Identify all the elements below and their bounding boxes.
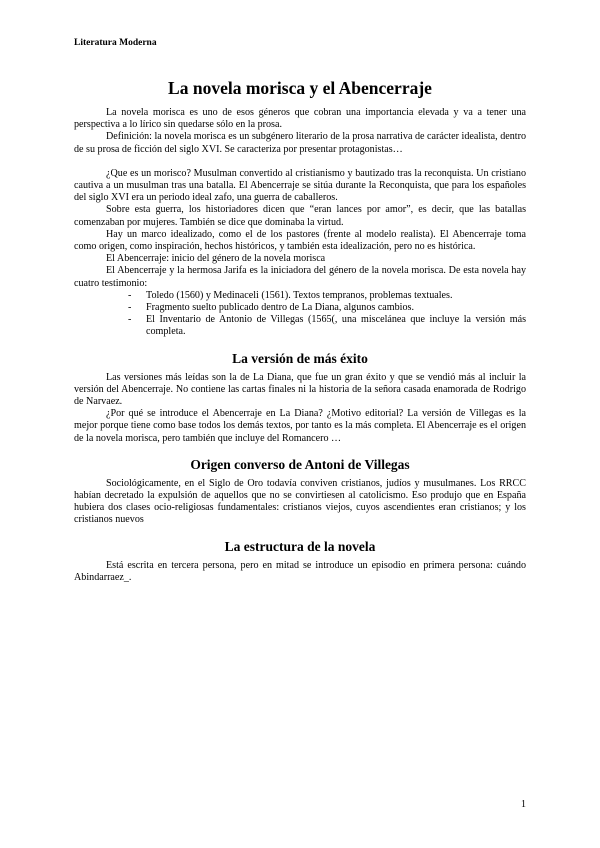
- testimonios-list: [74, 290, 526, 339]
- body-paragraph: El Abencerraje: inicio del género de la novela morisca: [106, 253, 326, 265]
- body-paragraph: Sobre esta guerra, los historiadores dicen que “eran lances por amor”, es decir, que las batallas comenzaban por mujeres. También se dice que dominaba la virtud.: [74, 204, 526, 228]
- section-paragraph: ¿Por qué se introduce el Abencerraje en La Diana? ¿Motivo editorial? La versión de Villegas es la mejor porque tiene como base todos los demás textos, por tanto es la más completa. El Abencerraje es el origen de la novela morisca, pero también que incluye del Romancero …: [74, 408, 526, 444]
- list-item: - Fragmento suelto publicado dentro de La Diana, algunos cambios.: [128, 302, 526, 314]
- body-paragraph: ¿Que es un morisco? Musulman convertido al cristianismo y bautizado tras la reconquista. Un cristiano cautiva a un musulman tras una batalla. El Abencerraje se sitúa durante la Reconquista, que para los españoles del siglo XVI era un periodo ideal zafo, una guerra de caballeros.: [74, 167, 526, 204]
- body-paragraph: El Abencerraje y la hermosa Jarifa es la iniciadora del género de la novela morisca. De esta novela hay cuatro testimonio:: [74, 265, 526, 289]
- body-paragraph: Hay un marco idealizado, como el de los pastores (frente al modelo realista). El Abencerraje toma como origen, como inspiración, hechos históricos, y también esta idealización, pero no es histórica.: [74, 228, 526, 253]
- section-heading-exito: La versión de más éxito: [232, 350, 368, 366]
- section-paragraph: Las versiones más leídas son la de La Diana, que fue un gran éxito y que se vendió más al incluir la versión del Abencerraje. No contiene las cartas finales ni la historia de la señora casada enamorada de Rodrigo de Narvaez.: [74, 371, 526, 408]
- list-item: - El Inventario de Antonio de Villegas (1565(, una miscelánea que incluye la versión más completa.: [128, 314, 526, 338]
- running-header: Literatura Moderna: [74, 38, 157, 48]
- section-heading-origen: Origen converso de Antoni de Villegas: [190, 456, 410, 472]
- definition-paragraph: Definición: la novela morisca es un subgénero literario de la prosa narrativa de carácter idealista, dentro de su prosa de ficción del siglo XVI. Se caracteriza por presentar protagonistas…: [74, 131, 526, 155]
- page-number: 1: [521, 799, 526, 810]
- document-page: [74, 60, 526, 584]
- intro-paragraph: La novela morisca es uno de esos géneros que cobran una importancia elevada y va a tener una perspectiva a lo lírico sin quedarse sólo en la prosa.: [74, 107, 526, 131]
- section-paragraph: Sociológicamente, en el Siglo de Oro todavía conviven cristianos, judíos y musulmanes. Los RRCC habían decretado la expulsión de aquellos que no se convirtiesen al catolicismo. Eso produjo que en España hubiera dos clases ocio-religiosas fundamentales: cristianos viejos, cuyos ascendientes eran cristianos; y los cristianos nuevos: [74, 477, 526, 526]
- section-heading-estructura: La estructura de la novela: [224, 538, 376, 554]
- list-item: - Toledo (1560) y Medinaceli (1561). Textos tempranos, problemas textuales.: [128, 290, 526, 302]
- section-paragraph: Está escrita en tercera persona, pero en mitad se introduce un episodio en primera persona: cuándo Abindarraez_.: [74, 559, 526, 583]
- document-title: La novela morisca y el Abencerraje: [168, 78, 432, 98]
